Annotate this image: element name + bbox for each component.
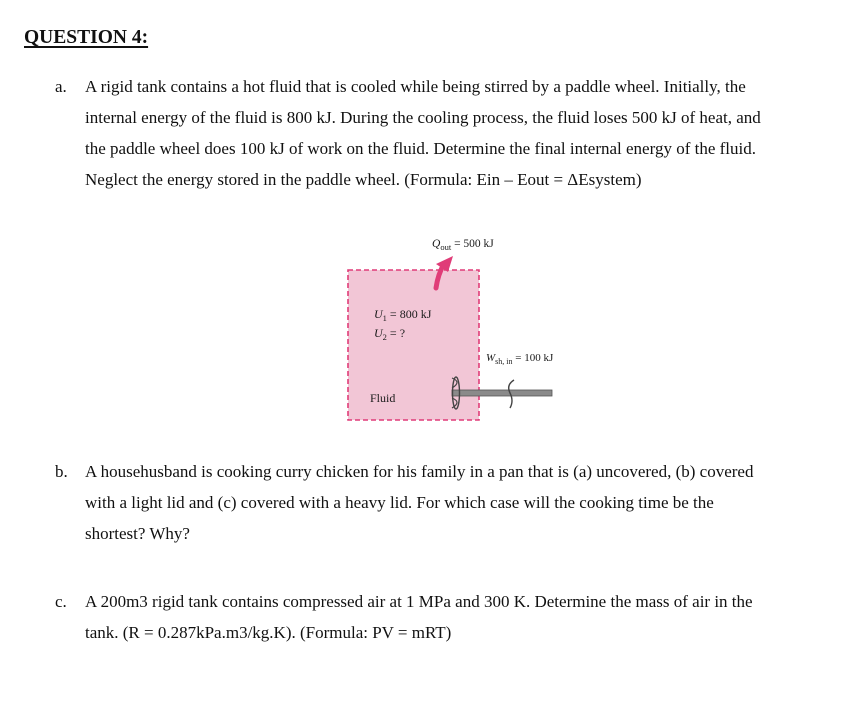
question-a-line: the paddle wheel does 100 kJ of work on the fluid. Determine the final internal energy of the fluid. [85,139,756,158]
question-a-line: Neglect the energy stored in the paddle wheel. (Formula: Ein – Eout = ΔEsystem) [85,170,642,189]
rigid-tank-diagram [340,230,600,430]
question-b-text [85,456,825,549]
question-a-text [85,71,825,195]
question-b-line: with a light lid and (c) covered with a heavy lid. For which case will the cooking time be the [85,493,714,512]
u2-label: $U_2$ = ? [374,326,406,342]
fluid-label: Fluid [370,391,396,405]
tank-figure [340,230,600,430]
q-out-label: $Q_{out} = 500$ kJ [432,238,494,252]
question-c-line: tank. (R = 0.287kPa.m3/kg.K). (Formula: PV = mRT) [85,623,452,642]
question-c-text [85,586,825,648]
question-c-line: A 200m3 rigid tank contains compressed air at 1 MPa and 300 K. Determine the mass of air in the [85,592,753,611]
question-b-line: shortest? Why? [85,524,190,543]
w-shaft-label: $W_{sh, in} = 100$ kJ [486,352,554,366]
question-a-line: A rigid tank contains a hot fluid that is cooled while being stirred by a paddle wheel. Initially, the [85,77,746,96]
u1-label: $U_1 = 800$ kJ [374,307,432,323]
question-heading: QUESTION 4: [24,27,149,48]
question-a-marker: a. [55,77,67,96]
question-a-line: internal energy of the fluid is 800 kJ. During the cooling process, the fluid loses 500 kJ of heat, and [85,108,761,127]
question-c-marker: c. [55,592,67,611]
question-b-marker: b. [55,462,68,481]
question-b-line: A househusband is cooking curry chicken for his family in a pan that is (a) uncovered, (b) covered [85,462,754,481]
